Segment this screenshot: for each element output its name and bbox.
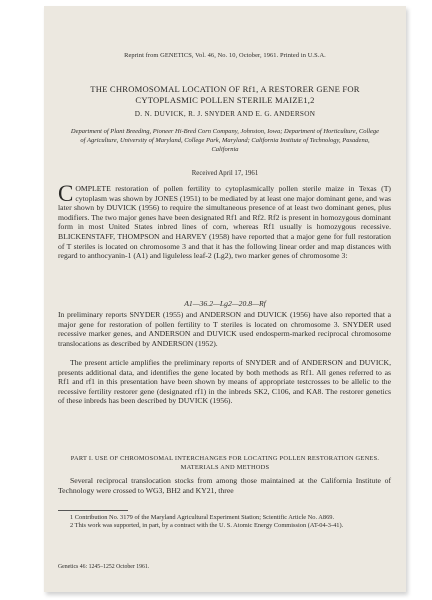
footnote-2: 2 This work was supported, in part, by a contract with the U. S. Atomic Energy Commission (AT-04-3-41). bbox=[70, 522, 344, 530]
author-line: D. N. DUVICK, R. J. SNYDER AND E. G. ANDERSON bbox=[134, 110, 316, 118]
methods-paragraph: Several reciprocal translocation stocks from among those maintained at the California Institute of Technology were crossed to WG3, BH2 and KY21, three bbox=[58, 476, 391, 495]
footnotes bbox=[58, 514, 391, 531]
section-heading: PART I. USE OF CHROMOSOMAL INTERCHANGES FOR LOCATING POLLEN RESTORATION GENES. MATERIALS AND METHODS bbox=[70, 455, 380, 471]
preliminary-reports-paragraph: In preliminary reports SNYDER (1955) and ANDERSON and DUVICK (1956) have also reported that a major gene for restoration of pollen fertility to T steriles is located on chromosome 3. SNYDER used recessive marker genes, and ANDERSON and DUVICK used endosperm-marked reciprocal chromosome translocations as described by ANDERSON (1952). bbox=[58, 310, 391, 348]
paper-page bbox=[44, 6, 406, 592]
gene-map-formula: A1—36.2—Lg2—20.8—Rf bbox=[184, 299, 266, 308]
reprint-line: Reprint from GENETICS, Vol. 46, No. 10, October, 1961. Printed in U.S.A. bbox=[124, 52, 326, 59]
author-affiliations: Department of Plant Breeding, Pioneer Hi-Bred Corn Company, Johnston, Iowa; Department of Horticulture, College of Agriculture, University of Maryland, College Park, Maryland; California Institute of Technology, Pasadena, California bbox=[70, 128, 380, 153]
received-date: Received April 17, 1961 bbox=[191, 170, 259, 177]
article-title: THE CHROMOSOMAL LOCATION OF Rf1, A RESTORER GENE FOR CYTOPLASMIC POLLEN STERILE MAIZE1,2 bbox=[90, 84, 360, 105]
intro-paragraph: COMPLETE restoration of pollen fertility to cytoplasmically pollen sterile maize in Texas (T) cytoplasm was shown by JONES (1951) to be mediated by at least one major dominant gene, and was later shown by DUVICK (1956) to require the simultaneous presence of at least two dominant genes, plus modifiers. The two major genes have been designated Rf1 and Rf2. Rf2 is present in homozygous dominant form in most United States inbred lines of corn, whereas Rf1 usually is homozygous recessive. BLICKENSTAFF, THOMPSON and HARVEY (1958) have reported that a major gene for full restoration of T steriles is located on chromosome 3 and that it has the following linear order and map distances with regard to anthocyanin-1 (A1) and liguleless leaf-2 (Lg2), two marker genes of chromosome 3: bbox=[58, 181, 391, 261]
footnote-divider bbox=[58, 510, 128, 511]
footnote-1: 1 Contribution No. 3179 of the Maryland Agricultural Experiment Station; Scientific Article No. A869. bbox=[70, 514, 335, 521]
present-article-paragraph: The present article amplifies the preliminary reports of SNYDER and of ANDERSON and DUVICK, presents additional data, and identifies the gene located by both methods as Rf1. All genes referred to as Rf1 and rf1 in this presentation have been shown by means of appropriate testcrosses to be allelic to the recessive fertility restorer gene (designated rf1) in the inbreds SK2, C106, and KA8. The restorer genetics of these inbreds has been described by DUVICK (1956). bbox=[58, 358, 391, 406]
journal-citation: Genetics 46: 1245–1252 October 1961. bbox=[58, 564, 150, 570]
